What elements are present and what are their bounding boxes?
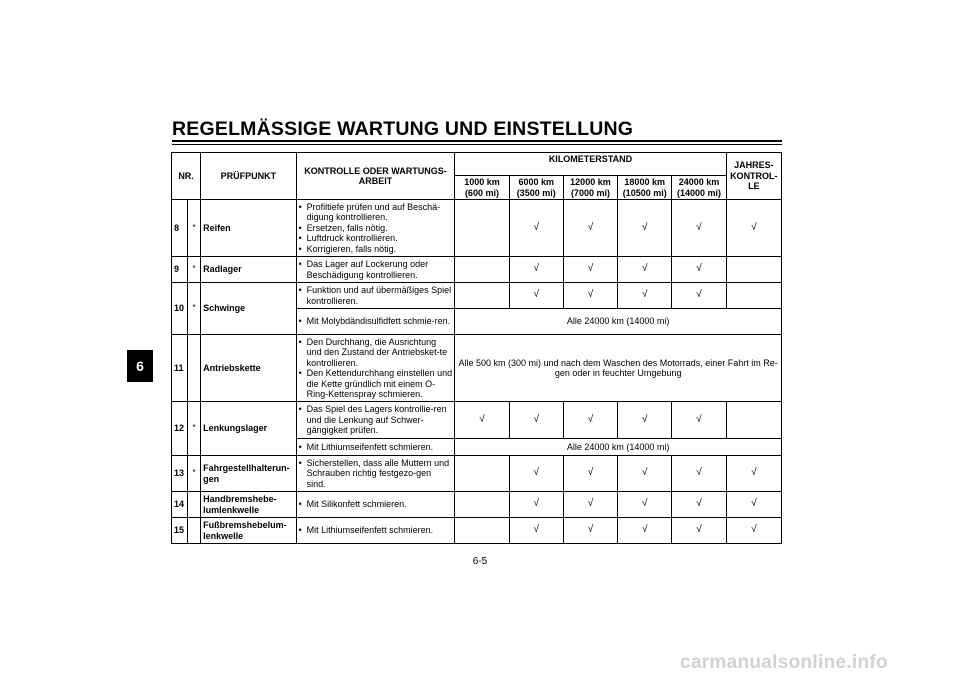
header-action: KONTROLLE ODER WARTUNGS-ARBEIT <box>296 153 455 200</box>
table-row <box>172 335 782 402</box>
check-cell: √ <box>563 200 617 257</box>
table-row <box>172 200 782 257</box>
check-cell: √ <box>672 200 726 257</box>
check-cell: √ <box>726 200 781 257</box>
row-star <box>188 492 201 518</box>
check-cell: √ <box>618 257 672 283</box>
row-actions <box>296 309 455 335</box>
table-row <box>172 456 782 492</box>
action-item: • Mit Lithiumseifenfett schmieren. <box>299 525 453 536</box>
table-row <box>172 257 782 283</box>
action-item: • Sicherstellen, dass alle Muttern und Schrauben richtig festgezo-gen sind. <box>299 458 453 490</box>
row-star: * <box>188 402 201 456</box>
check-cell: √ <box>618 402 672 439</box>
check-cell: √ <box>509 518 563 544</box>
row-number: 8 <box>172 200 188 257</box>
table-row <box>172 283 782 309</box>
action-item: • Den Durchhang, die Ausrichtung und den Zustand der Antriebsket-te kontrollieren. <box>299 337 453 369</box>
check-cell: √ <box>509 492 563 518</box>
watermark: carmanualsonline.info <box>680 652 888 673</box>
check-cell: √ <box>509 257 563 283</box>
header-odometer: KILOMETERSTAND <box>455 153 726 176</box>
row-number: 9 <box>172 257 188 283</box>
action-item: • Luftdruck kontrollieren. <box>299 233 453 244</box>
row-number: 14 <box>172 492 188 518</box>
check-cell: √ <box>618 456 672 492</box>
row-star: * <box>188 200 201 257</box>
check-cell <box>455 456 509 492</box>
row-part: Reifen <box>201 200 296 257</box>
check-cell: √ <box>563 518 617 544</box>
check-cell: √ <box>563 257 617 283</box>
interval-note: Alle 500 km (300 mi) und nach dem Waschen des Motorrads, einer Fahrt im Re-gen oder in feuchter Umgebung <box>455 335 782 402</box>
check-cell: √ <box>509 402 563 439</box>
check-cell: √ <box>618 200 672 257</box>
action-item: • Mit Silikonfett schmieren. <box>299 499 453 510</box>
row-actions <box>296 283 455 309</box>
check-cell <box>455 200 509 257</box>
check-cell <box>455 492 509 518</box>
interval-note: Alle 24000 km (14000 mi) <box>455 439 782 456</box>
row-number: 12 <box>172 402 188 456</box>
check-cell: √ <box>618 283 672 309</box>
maintenance-table <box>171 152 782 544</box>
action-item: • Ersetzen, falls nötig. <box>299 223 453 234</box>
header-km-3: 12000 km (7000 mi) <box>563 176 617 200</box>
row-part: Radlager <box>201 257 296 283</box>
action-item: • Profiltiefe prüfen und auf Beschä-digung kontrollieren. <box>299 202 453 223</box>
row-part: Fahrgestellhalterun-gen <box>201 456 296 492</box>
check-cell: √ <box>672 257 726 283</box>
row-part: Handbremshebe-lumlenkwelle <box>201 492 296 518</box>
check-cell <box>726 283 781 309</box>
table-row <box>172 402 782 439</box>
check-cell <box>726 402 781 439</box>
check-cell <box>455 518 509 544</box>
table-body <box>172 200 782 544</box>
row-star <box>188 335 201 402</box>
check-cell: √ <box>672 518 726 544</box>
action-item: • Das Spiel des Lagers kontrollie-ren und die Lenkung auf Schwer-gängigkeit prüfen. <box>299 404 453 436</box>
row-part: Schwinge <box>201 283 296 335</box>
check-cell: √ <box>618 518 672 544</box>
action-item: • Korrigieren, falls nötig. <box>299 244 453 255</box>
header-nr: NR. <box>172 153 201 200</box>
row-actions <box>296 439 455 456</box>
check-cell: √ <box>726 456 781 492</box>
check-cell <box>455 257 509 283</box>
row-part: Lenkungslager <box>201 402 296 456</box>
row-number: 13 <box>172 456 188 492</box>
table-row <box>172 518 782 544</box>
row-actions <box>296 492 455 518</box>
header-km-5: 24000 km (14000 mi) <box>672 176 726 200</box>
page-title: REGELMÄSSIGE WARTUNG UND EINSTELLUNG <box>172 118 634 140</box>
row-star: * <box>188 283 201 335</box>
action-item: • Mit Lithiumseifenfett schmieren. <box>299 442 453 453</box>
row-actions <box>296 335 455 402</box>
check-cell: √ <box>563 492 617 518</box>
header-annual: JAHRES-KONTROL-LE <box>726 153 781 200</box>
check-cell: √ <box>672 283 726 309</box>
action-item: • Funktion und auf übermäßiges Spiel kontrollieren. <box>299 285 453 306</box>
title-rule-thin <box>172 144 782 145</box>
check-cell: √ <box>455 402 509 439</box>
header-km-4: 18000 km (10500 mi) <box>618 176 672 200</box>
check-cell: √ <box>509 456 563 492</box>
header-part: PRÜFPUNKT <box>201 153 296 200</box>
action-item: • Den Kettendurchhang einstellen und die Kette gründlich mit einem O-Ring-Kettenspray schmieren. <box>299 368 453 400</box>
interval-note: Alle 24000 km (14000 mi) <box>455 309 782 335</box>
row-star: * <box>188 257 201 283</box>
header-km-1: 1000 km (600 mi) <box>455 176 509 200</box>
row-actions <box>296 518 455 544</box>
check-cell: √ <box>618 492 672 518</box>
row-number: 10 <box>172 283 188 335</box>
section-tab: 6 <box>127 350 153 382</box>
table-row <box>172 492 782 518</box>
check-cell: √ <box>563 456 617 492</box>
check-cell: √ <box>509 283 563 309</box>
check-cell: √ <box>726 492 781 518</box>
check-cell <box>455 283 509 309</box>
row-star: * <box>188 456 201 492</box>
row-actions <box>296 456 455 492</box>
row-number: 11 <box>172 335 188 402</box>
row-star <box>188 518 201 544</box>
title-rule-thick <box>172 140 782 142</box>
check-cell: √ <box>563 402 617 439</box>
header-km-2: 6000 km (3500 mi) <box>509 176 563 200</box>
row-actions <box>296 200 455 257</box>
row-actions <box>296 402 455 439</box>
check-cell: √ <box>672 492 726 518</box>
row-actions <box>296 257 455 283</box>
page-number: 6-5 <box>472 556 488 567</box>
check-cell: √ <box>726 518 781 544</box>
check-cell: √ <box>672 456 726 492</box>
check-cell <box>726 257 781 283</box>
row-part: Antriebskette <box>201 335 296 402</box>
check-cell: √ <box>509 200 563 257</box>
check-cell: √ <box>672 402 726 439</box>
action-item: • Das Lager auf Lockerung oder Beschädigung kontrollieren. <box>299 259 453 280</box>
row-number: 15 <box>172 518 188 544</box>
action-item: • Mit Molybdändisulfidfett schmie-ren. <box>299 316 453 327</box>
row-part: Fußbremshebelum-lenkwelle <box>201 518 296 544</box>
check-cell: √ <box>563 283 617 309</box>
